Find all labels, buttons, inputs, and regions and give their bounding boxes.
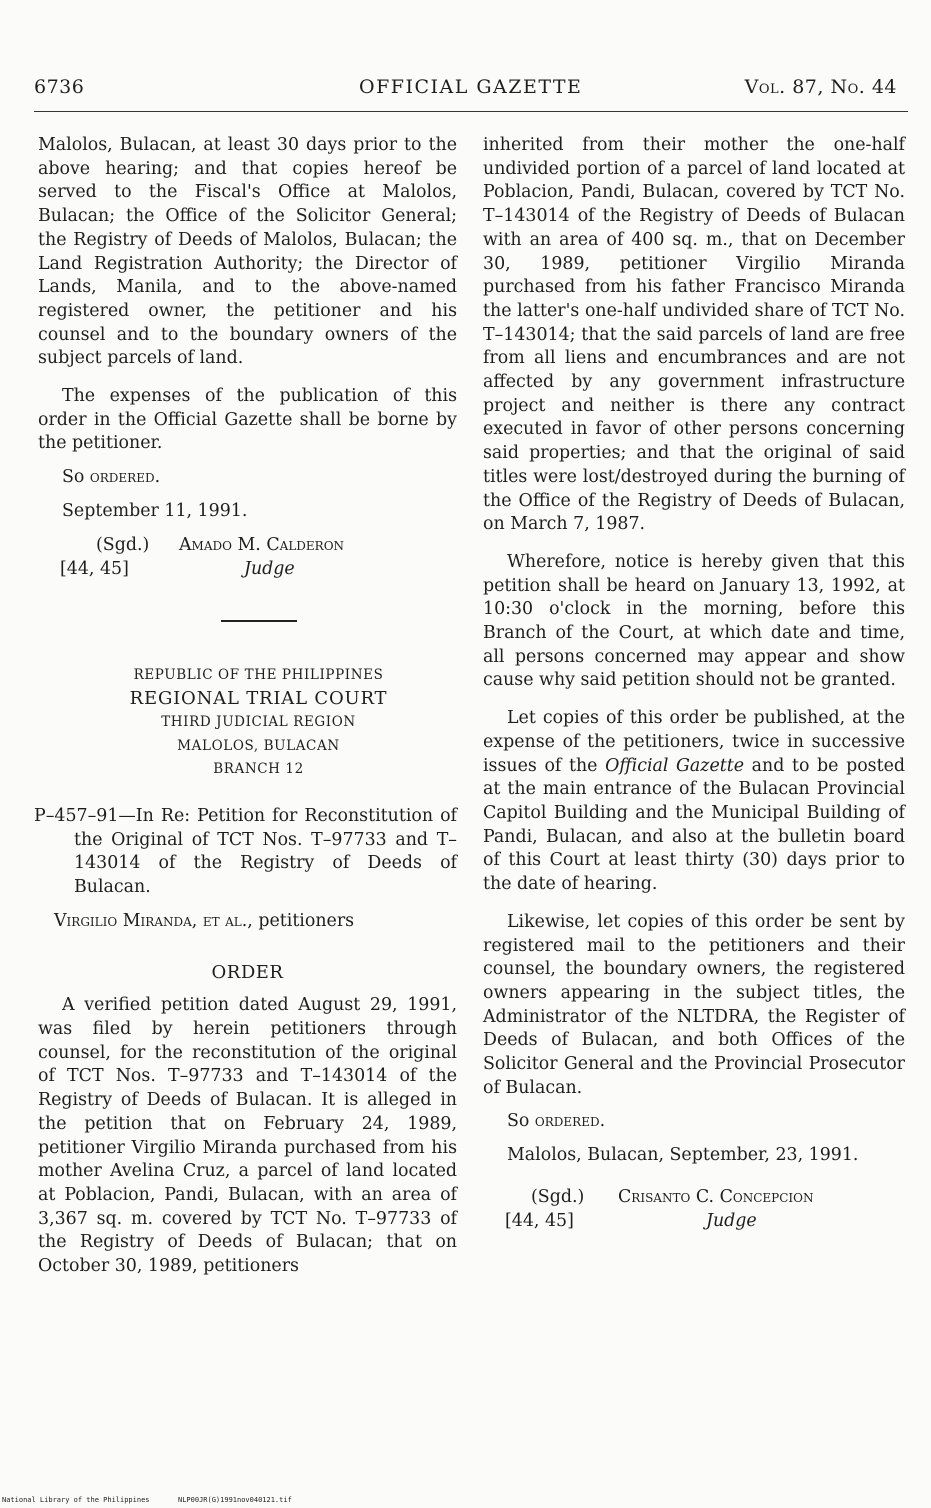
- right-ordered-word: ordered.: [534, 1111, 606, 1132]
- left-paragraph-1: Malolos, Bulacan, at least 30 days prior to the above hearing; and that copies hereof be served to the Fiscal's Office at Malolos, Bulacan; the Office of the Solicitor General; the Registry of Deeds of Malolos, Bulacan; the Land Registration Authority; the Director of Lands, Manila, and to the above-named registered owner, the petitioner and his counsel and to the boundary owners of the subject parcels of land.: [38, 135, 457, 369]
- right-paragraph-2: Wherefore, notice is hereby given that this petition shall be heard on January 13, 1992, at 10:30 o'clock in the morning, before this Branch of the Court, at which date and time, all persons concerned may appear and show cause why said petition should not be granted.: [483, 551, 905, 691]
- left-column: [34, 134, 457, 1279]
- ordered-word: ordered.: [89, 467, 161, 488]
- right-paragraph-4: Likewise, let copies of this order be sent by registered mail to the petitioners and their counsel, the boundary owners, the registered owners appearing in the subject titles, the Administrator of the NLTDRA, the Register of Deeds of Bulacan, and both Offices of the Solicitor General and the Provincial Prosecutor of Bulacan.: [483, 911, 905, 1098]
- right-paragraph-3: [483, 707, 905, 897]
- right-paragraph-1: inherited from their mother the one-half undivided portion of a parcel of land located at Poblacion, Pandi, Bulacan, covered by TCT No. T–143014 of the Registry of Deeds of Bulacan with an area of 400 sq. m., that on December 30, 1989, petitioner Virgilio Miranda purchased from his father Francisco Miranda the latter's one-half undivided share of TCT No. T–143014; that the said parcels of land are free from all liens and encumbrances and are not affected by any government infrastructure project and neither is there any contract executed in favor of other persons concerning said properties; and that the original of said titles were lost/destroyed during the burning of the Office of the Registry of Deeds of Bulacan, on March 7, 1987.: [483, 135, 905, 535]
- judge-name: Amado M. Calderon: [179, 534, 345, 555]
- page-number: 6736: [34, 76, 85, 98]
- case-caption: P–457–91—In Re: Petition for Reconstitution of the Original of TCT Nos. T–97733 and T–143014 of the Registry of Deeds of Bulacan.: [34, 806, 457, 898]
- right-issue-reference: [44, 45]: [505, 1210, 574, 1231]
- judge-title: Judge: [244, 558, 295, 579]
- petitioner-name: Virgilio Miranda, et al.,: [54, 910, 253, 931]
- court-name: REGIONAL TRIAL COURT: [129, 688, 388, 710]
- volume-issue: Vol. 87, No. 44: [744, 76, 897, 98]
- republic-line: REPUBLIC OF THE PHILIPPINES: [133, 666, 384, 683]
- footer-library: National Library of the Philippines: [2, 1496, 150, 1504]
- right-so-word: So: [507, 1111, 530, 1132]
- order-date: September 11, 1991.: [62, 500, 248, 521]
- parties: [38, 910, 457, 934]
- gazette-title: OFFICIAL GAZETTE: [359, 76, 583, 98]
- right-signature-block: [483, 1186, 905, 1234]
- right-signed-mark: (Sgd.): [531, 1186, 585, 1207]
- right-paragraph-3-part-b: and to be posted at the main entrance of the Bulacan Provincial Capitol Building and the Municipal Building of Pandi, Bulacan, and also at the bulletin board of this Court at least thirty (30) days prior to the date of hearing.: [483, 755, 906, 895]
- so-ordered: [38, 466, 457, 490]
- gazette-italic: Official Gazette: [605, 755, 745, 776]
- judicial-region: THIRD JUDICIAL REGION: [161, 713, 356, 730]
- right-order-date: Malolos, Bulacan, September, 23, 1991.: [507, 1145, 859, 1166]
- so-word: So: [62, 467, 85, 488]
- court-branch: BRANCH 12: [213, 761, 304, 778]
- court-city: MALOLOS, BULACAN: [177, 737, 340, 754]
- right-judge-title: Judge: [706, 1210, 757, 1231]
- issue-reference: [44, 45]: [60, 558, 129, 579]
- header-rule: [34, 111, 908, 112]
- petitioner-role: petitioners: [258, 910, 355, 931]
- left-paragraph-2: The expenses of the publication of this order in the Official Gazette shall be borne by the petitioner.: [38, 386, 457, 454]
- order-heading: ORDER: [211, 961, 284, 983]
- right-judge-name: Crisanto C. Concepcion: [618, 1186, 814, 1207]
- court-heading: [60, 664, 457, 783]
- footer-file: NLP00JR(G)1991nov040121.tif: [178, 1496, 292, 1504]
- right-paragraph-3-part-a: Let copies of this order be published, at the expense of the petitioners, twice in successive issues of the: [483, 708, 905, 776]
- left-paragraph-3: A verified petition dated August 29, 1991, was filed by herein petitioners through counsel, for the reconstitution of the original of TCT Nos. T–97733 and T–143014 of the Registry of Deeds of Bulacan. It is alleged in the petition that on February 24, 1989, petitioner Virgilio Miranda purchased from his mother Avelina Cruz, a parcel of land located at Poblacion, Pandi, Bulacan, with an area of 3,367 sq. m. covered by TCT No. T–97733 of the Registry of Deeds of Bulacan; that on October 30, 1989, petitioners: [38, 995, 457, 1277]
- signature-block: [38, 534, 457, 582]
- signed-mark: (Sgd.): [96, 534, 150, 555]
- right-column: [483, 134, 905, 1234]
- right-so-ordered: [483, 1110, 905, 1134]
